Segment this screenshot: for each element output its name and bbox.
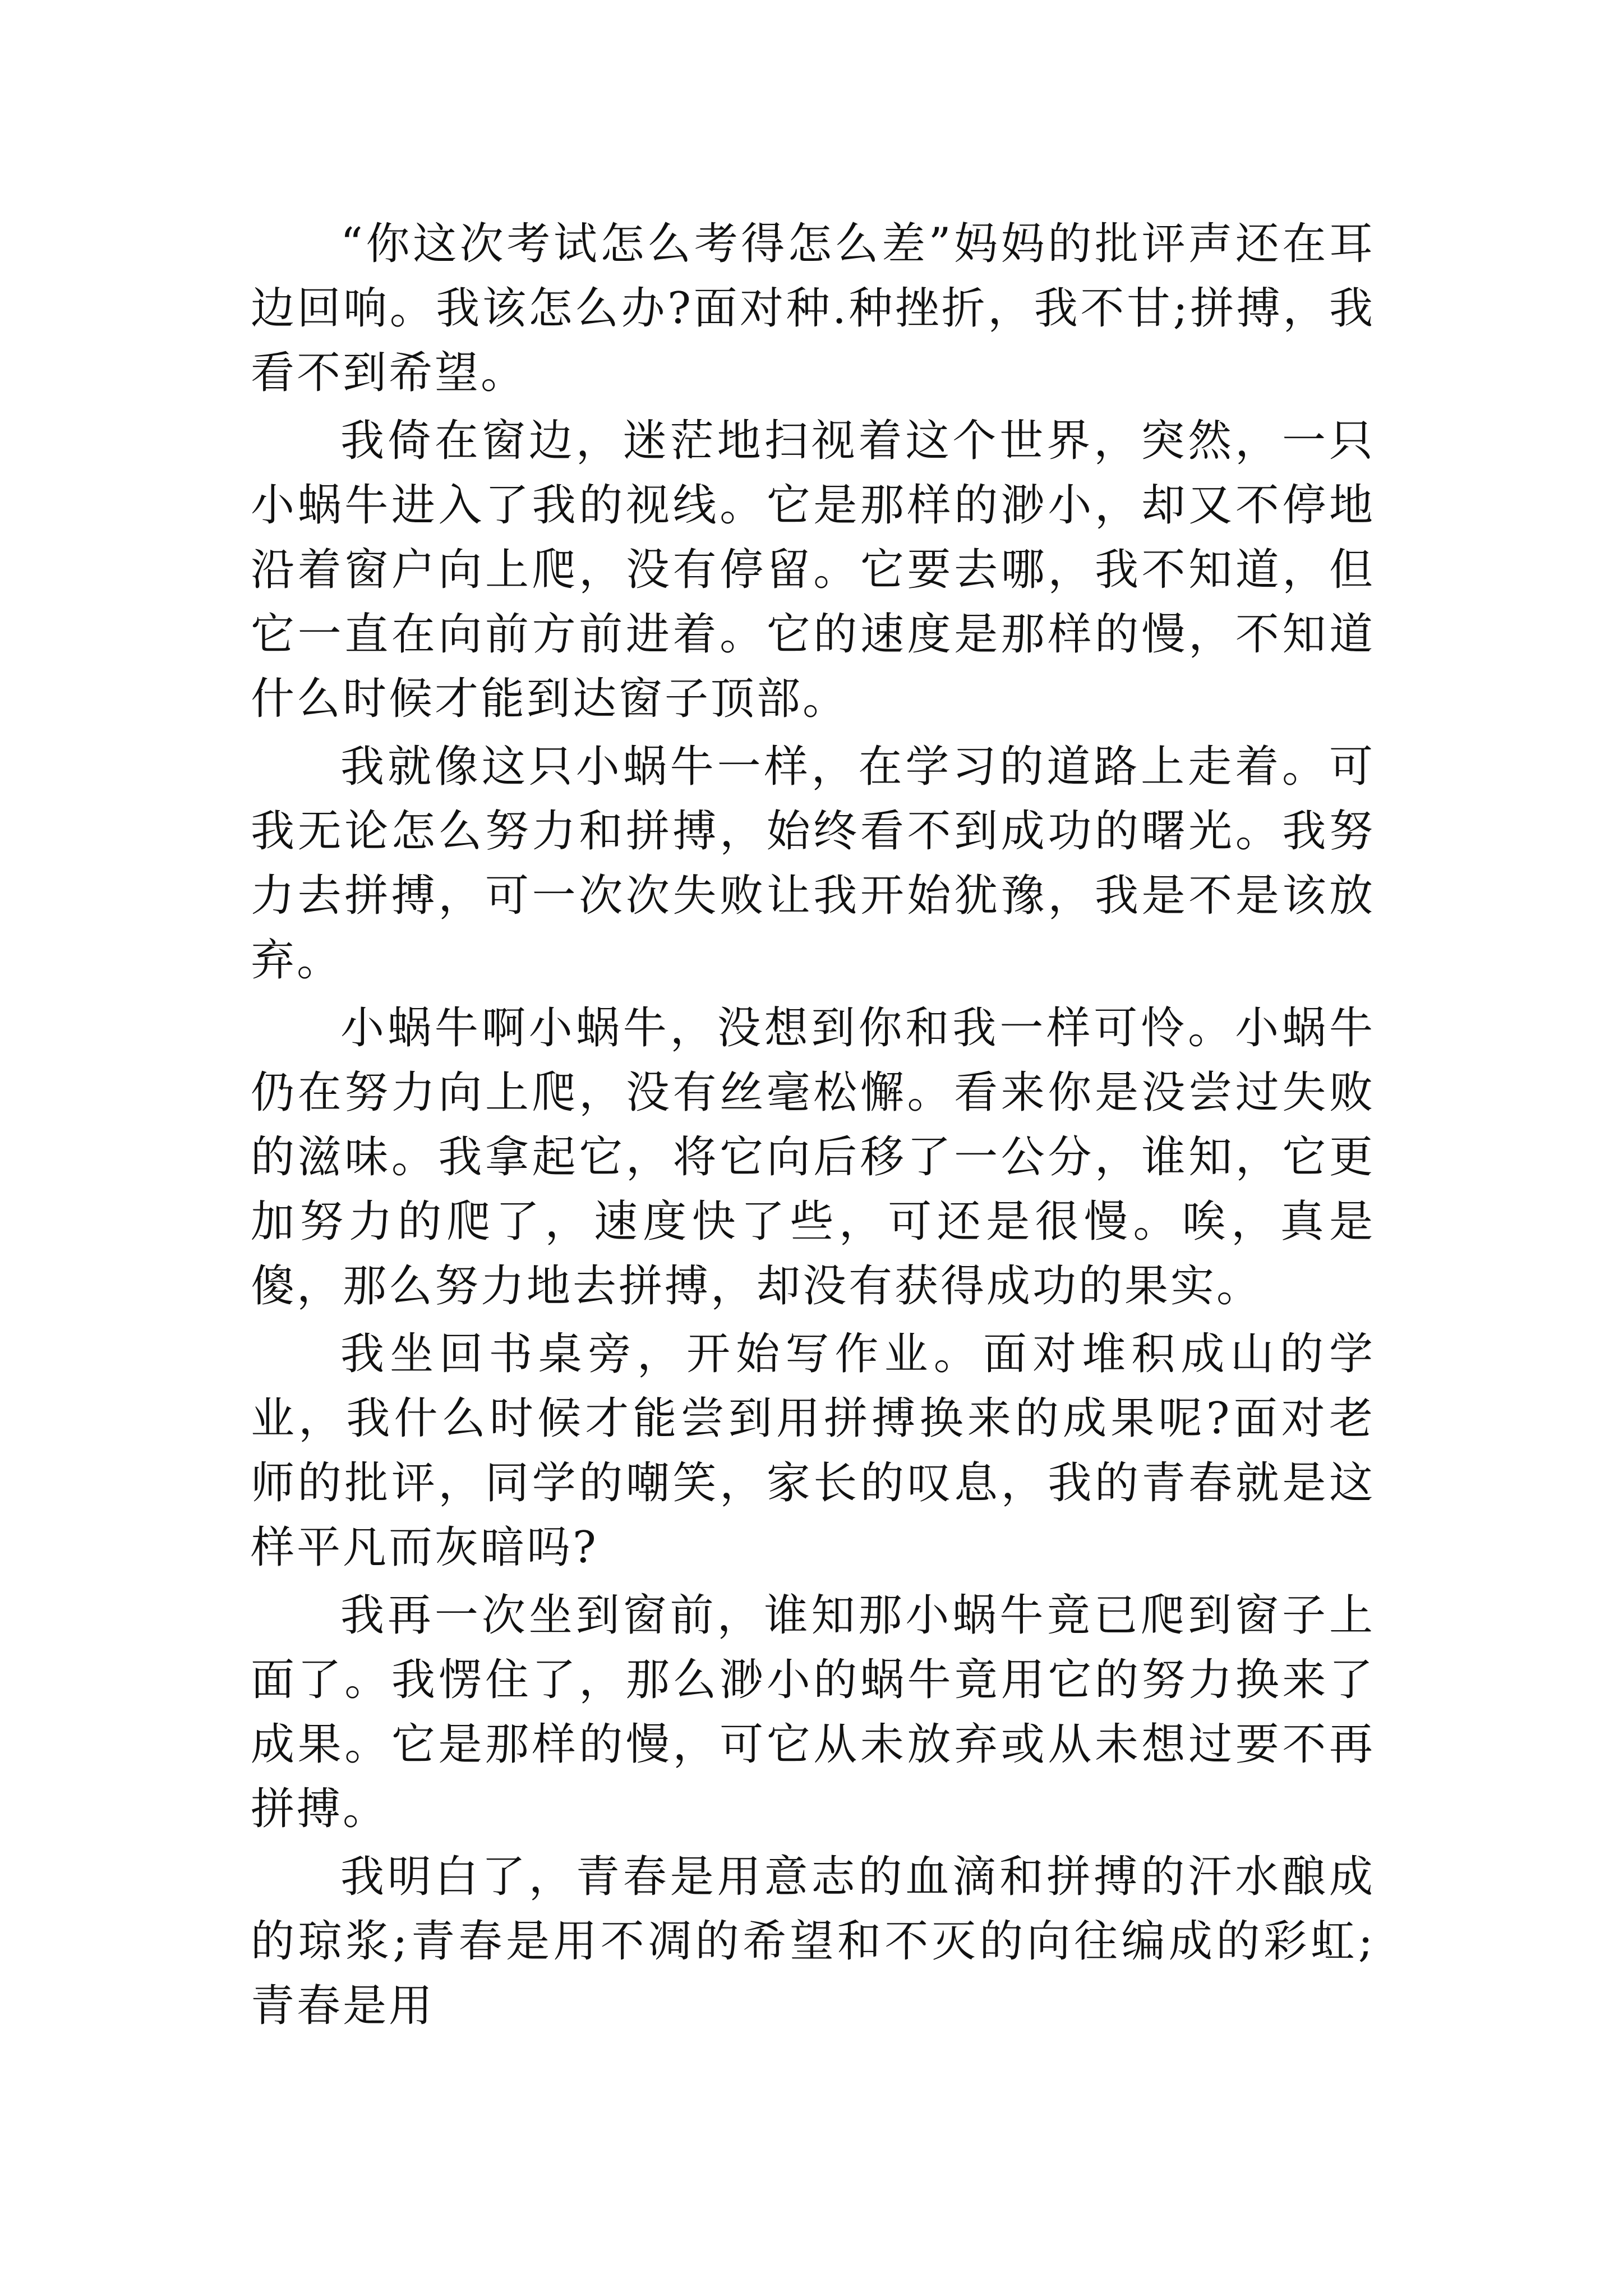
paragraph-4: 小蜗牛啊小蜗牛，没想到你和我一样可怜。小蜗牛仍在努力向上爬，没有丝毫松懈。看来你是没尝过失败的滋味。我拿起它，将它向后移了一公分，谁知，它更加努力的爬了，速度快了些，可还是很慢。唉，真是傻，那么努力地去拼搏，却没有获得成功的果实。 [251,1003,1375,1312]
essay-body [251,212,1375,2042]
paragraph-1: “你这次考试怎么考得怎么差”妈妈的批评声还在耳边回响。我该怎么办?面对种.种挫折，我不甘;拼搏，我看不到希望。 [251,219,1375,398]
paragraph-6: 我再一次坐到窗前，谁知那小蜗牛竟已爬到窗子上面了。我愣住了，那么渺小的蜗牛竟用它的努力换来了成果。它是那样的慢，可它从未放弃或从未想过要不再拼搏。 [251,1590,1375,1834]
paragraph-7: 我明白了，青春是用意志的血滴和拼搏的汗水酿成的琼浆;青春是用不凋的希望和不灭的向往编成的彩虹;青春是用 [251,1852,1375,2031]
paragraph-5: 我坐回书桌旁，开始写作业。面对堆积成山的学业，我什么时候才能尝到用拼搏换来的成果呢?面对老师的批评，同学的嘲笑，家长的叹息，我的青春就是这样平凡而灰暗吗? [251,1329,1375,1573]
paragraph-2: 我倚在窗边，迷茫地扫视着这个世界，突然，一只小蜗牛进入了我的视线。它是那样的渺小，却又不停地沿着窗户向上爬，没有停留。它要去哪，我不知道，但它一直在向前方前进着。它的速度是那样的慢，不知道什么时候才能到达窗子顶部。 [251,416,1375,724]
paragraph-3: 我就像这只小蜗牛一样，在学习的道路上走着。可我无论怎么努力和拼搏，始终看不到成功的曙光。我努力去拼搏，可一次次失败让我开始犹豫，我是不是该放弃。 [251,742,1375,986]
